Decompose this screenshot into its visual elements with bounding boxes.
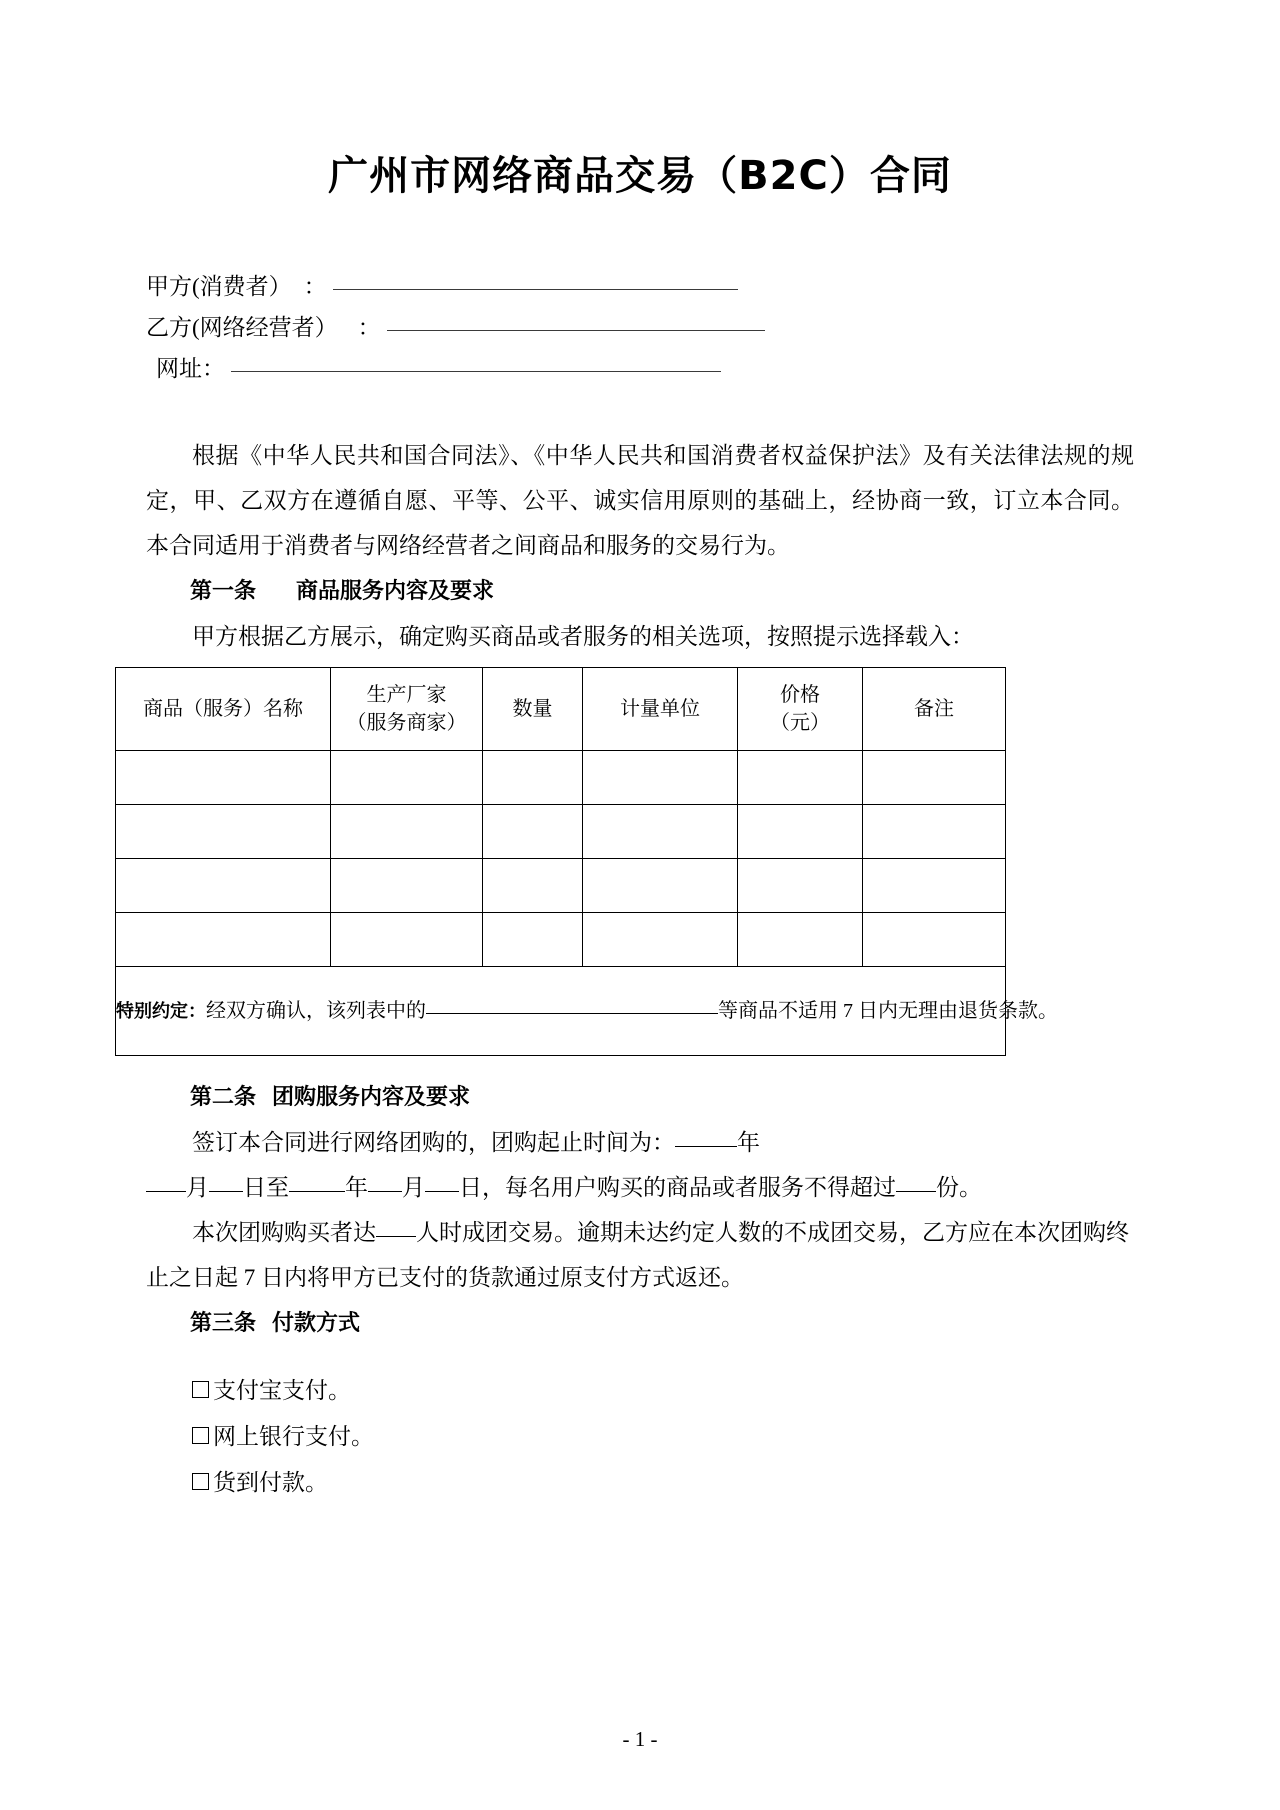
website-input[interactable] [231,371,721,372]
payment-options-group [146,1368,1134,1506]
party-b-colon: ： [357,315,381,340]
cell-quantity[interactable] [483,859,583,913]
unit-day: 日至 [243,1175,289,1200]
clause-2-paragraph-2 [146,1210,1134,1300]
table-row[interactable] [116,805,1006,859]
checkbox-icon[interactable] [192,1473,209,1490]
cell-quantity[interactable] [483,751,583,805]
payment-option-alipay-label: 支付宝支付。 [213,1378,351,1403]
goods-table [115,667,1058,1056]
table-header-quantity: 数量 [483,668,583,751]
cell-quantity[interactable] [483,805,583,859]
cell-unit[interactable] [583,805,738,859]
unit-day-2: 日，每名用户购买的商品或者服务不得超过 [459,1175,896,1200]
unit-share: 份。 [936,1175,982,1200]
cell-price[interactable] [738,805,863,859]
end-month-input[interactable] [368,1191,402,1192]
table-row[interactable] [116,913,1006,967]
table-header-product-name: 商品（服务）名称 [116,668,331,751]
manufacturer-line1: 生产厂家 [366,684,447,706]
group-buy-refund-text: 人时成团交易。逾期未达约定人数的不成团交易，乙方应在本次团购终止之日起 7 日内将甲方已支付的货款通过原支付方式返还。 [146,1220,1129,1290]
clause-2-number: 第二条 [190,1085,257,1110]
cell-manufacturer[interactable] [331,751,483,805]
contract-body [0,433,1280,659]
clause-1-title: 商品服务内容及要求 [296,578,495,603]
party-b-line [146,307,1280,348]
payment-option-online-banking[interactable] [146,1414,1134,1460]
party-a-input[interactable] [333,289,738,290]
start-year-input[interactable] [675,1146,737,1147]
special-agreement-text-after: 等商品不适用 7 日内无理由退货条款。 [718,999,1058,1022]
cell-manufacturer[interactable] [331,859,483,913]
end-day-input[interactable] [425,1191,459,1192]
special-agreement-text-before: 经双方确认，该列表中的 [206,999,426,1022]
price-line1: 价格 [780,684,820,706]
cell-manufacturer[interactable] [331,805,483,859]
cell-unit[interactable] [583,859,738,913]
clause-3-number: 第三条 [190,1311,257,1336]
cell-remark[interactable] [863,859,1006,913]
cell-remark[interactable] [863,913,1006,967]
clause-1-number: 第一条 [190,579,257,604]
preamble-paragraph: 根据《中华人民共和国合同法》、《中华人民共和国消费者权益保护法》及有关法律法规的规定，甲、乙双方在遵循自愿、平等、公平、诚实信用原则的基础上，经协商一致，订立本合同。本合同适用于消费者与网络经营者之间商品和服务的交易行为。 [146,443,1134,558]
price-line2: （元） [770,712,830,734]
manufacturer-line2: （服务商家） [346,712,467,734]
special-agreement-input[interactable] [426,1013,718,1014]
payment-option-online-banking-label: 网上银行支付。 [213,1424,374,1449]
clause-2-title: 团购服务内容及要求 [272,1084,471,1109]
table-header-row [116,668,1006,751]
party-a-colon: ： [303,274,327,299]
cell-price[interactable] [738,859,863,913]
group-buy-min-text: 本次团购购买者达 [192,1220,376,1245]
clause-3-title: 付款方式 [272,1310,361,1335]
checkbox-icon[interactable] [192,1381,209,1398]
table-row[interactable] [116,751,1006,805]
contract-body-lower [0,1074,1280,1506]
cell-remark[interactable] [863,805,1006,859]
cell-unit[interactable] [583,751,738,805]
table-header-unit: 计量单位 [583,668,738,751]
table-row[interactable] [116,859,1006,913]
unit-month: 月 [186,1175,209,1200]
cell-price[interactable] [738,751,863,805]
special-agreement-row [116,967,1006,1056]
clause-2-paragraph-1-cont [146,1165,1134,1210]
website-label: 网址： [156,356,225,381]
party-a-line [146,266,1280,307]
page-title: 广州市网络商品交易（B2C）合同 [328,153,952,199]
cell-product-name[interactable] [116,805,331,859]
payment-option-alipay[interactable] [146,1368,1134,1414]
group-buy-period-text: 签订本合同进行网络团购的，团购起止时间为： [192,1130,675,1155]
start-day-input[interactable] [209,1191,243,1192]
end-year-input[interactable] [289,1191,345,1192]
page-number: - 1 - [622,1727,658,1751]
website-line [146,348,1280,389]
cell-unit[interactable] [583,913,738,967]
special-agreement-label: 特别约定： [116,1000,206,1022]
cell-product-name[interactable] [116,751,331,805]
payment-option-cash-on-delivery[interactable] [146,1460,1134,1506]
clause-1-intro: 甲方根据乙方展示，确定购买商品或者服务的相关选项，按照提示选择载入： [192,624,974,649]
payment-option-cash-on-delivery-label: 货到付款。 [213,1470,328,1495]
clause-2-heading [146,1074,1134,1120]
party-b-input[interactable] [387,330,765,331]
party-info-block [0,266,1280,389]
unit-year: 年 [737,1130,760,1155]
min-buyers-input[interactable] [376,1236,416,1237]
special-agreement-cell [116,967,1058,1056]
cell-product-name[interactable] [116,913,331,967]
cell-remark[interactable] [863,751,1006,805]
clause-1-heading [146,568,1134,614]
unit-month-2: 月 [402,1175,425,1200]
table-header-price [738,668,863,751]
cell-manufacturer[interactable] [331,913,483,967]
start-month-input[interactable] [146,1191,186,1192]
clause-3-heading [146,1300,1134,1346]
cell-product-name[interactable] [116,859,331,913]
table-body [116,751,1058,1056]
unit-year-2: 年 [345,1175,368,1200]
cell-price[interactable] [738,913,863,967]
table-header-remark: 备注 [863,668,1006,751]
checkbox-icon[interactable] [192,1427,209,1444]
clause-2-paragraph-1 [146,1120,1134,1165]
party-a-label: 甲方(消费者） [146,274,292,299]
max-quantity-input[interactable] [896,1191,936,1192]
party-b-label: 乙方(网络经营者） [146,315,338,340]
table-header-manufacturer [331,668,483,751]
cell-quantity[interactable] [483,913,583,967]
